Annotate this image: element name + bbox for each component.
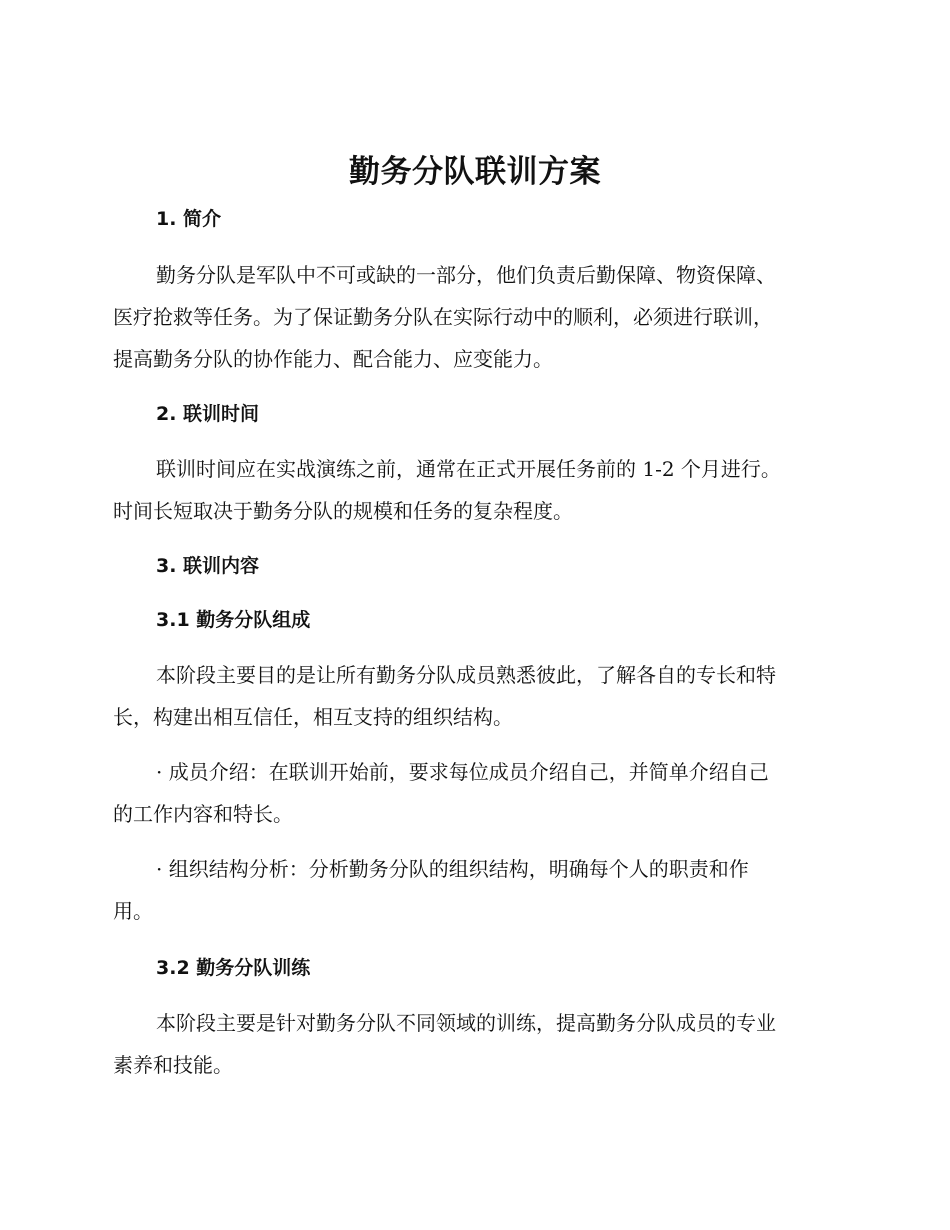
section-heading-content: 3. 联训内容 — [156, 555, 260, 577]
paragraph-line: 联训时间应在实战演练之前，通常在正式开展任务前的 1-2 个月进行。 — [156, 457, 781, 481]
paragraph-line: 用。 — [113, 899, 153, 923]
paragraph-line: 素养和技能。 — [113, 1053, 233, 1077]
paragraph-line: 时间长短取决于勤务分队的规模和任务的复杂程度。 — [113, 499, 573, 523]
bullet-member-intro — [113, 751, 835, 835]
section-heading-composition: 3.1 勤务分队组成 — [156, 609, 311, 631]
intro-paragraph — [113, 254, 835, 380]
training-paragraph — [113, 1002, 835, 1086]
paragraph-line: 的工作内容和特长。 — [113, 802, 293, 826]
paragraph-line: 提高勤务分队的协作能力、配合能力、应变能力。 — [113, 347, 553, 371]
section-heading-training: 3.2 勤务分队训练 — [156, 957, 311, 979]
composition-paragraph — [113, 654, 835, 738]
bullet-org-structure — [113, 848, 835, 932]
paragraph-line: · 组织结构分析：分析勤务分队的组织结构，明确每个人的职责和作 — [156, 857, 749, 881]
section-heading-intro: 1. 简介 — [156, 208, 222, 230]
paragraph-line: 医疗抢救等任务。为了保证勤务分队在实际行动中的顺利，必须进行联训， — [113, 305, 773, 329]
document-title: 勤务分队联训方案 — [349, 154, 601, 190]
paragraph-line: 勤务分队是军队中不可或缺的一部分，他们负责后勤保障、物资保障、 — [156, 263, 776, 287]
time-paragraph — [113, 448, 835, 532]
section-heading-time: 2. 联训时间 — [156, 403, 260, 425]
paragraph-line: 本阶段主要是针对勤务分队不同领域的训练，提高勤务分队成员的专业 — [156, 1011, 776, 1035]
paragraph-line: 本阶段主要目的是让所有勤务分队成员熟悉彼此，了解各自的专长和特 — [156, 663, 776, 687]
paragraph-line: · 成员介绍：在联训开始前，要求每位成员介绍自己，并简单介绍自己 — [156, 760, 769, 784]
paragraph-line: 长，构建出相互信任，相互支持的组织结构。 — [113, 705, 513, 729]
